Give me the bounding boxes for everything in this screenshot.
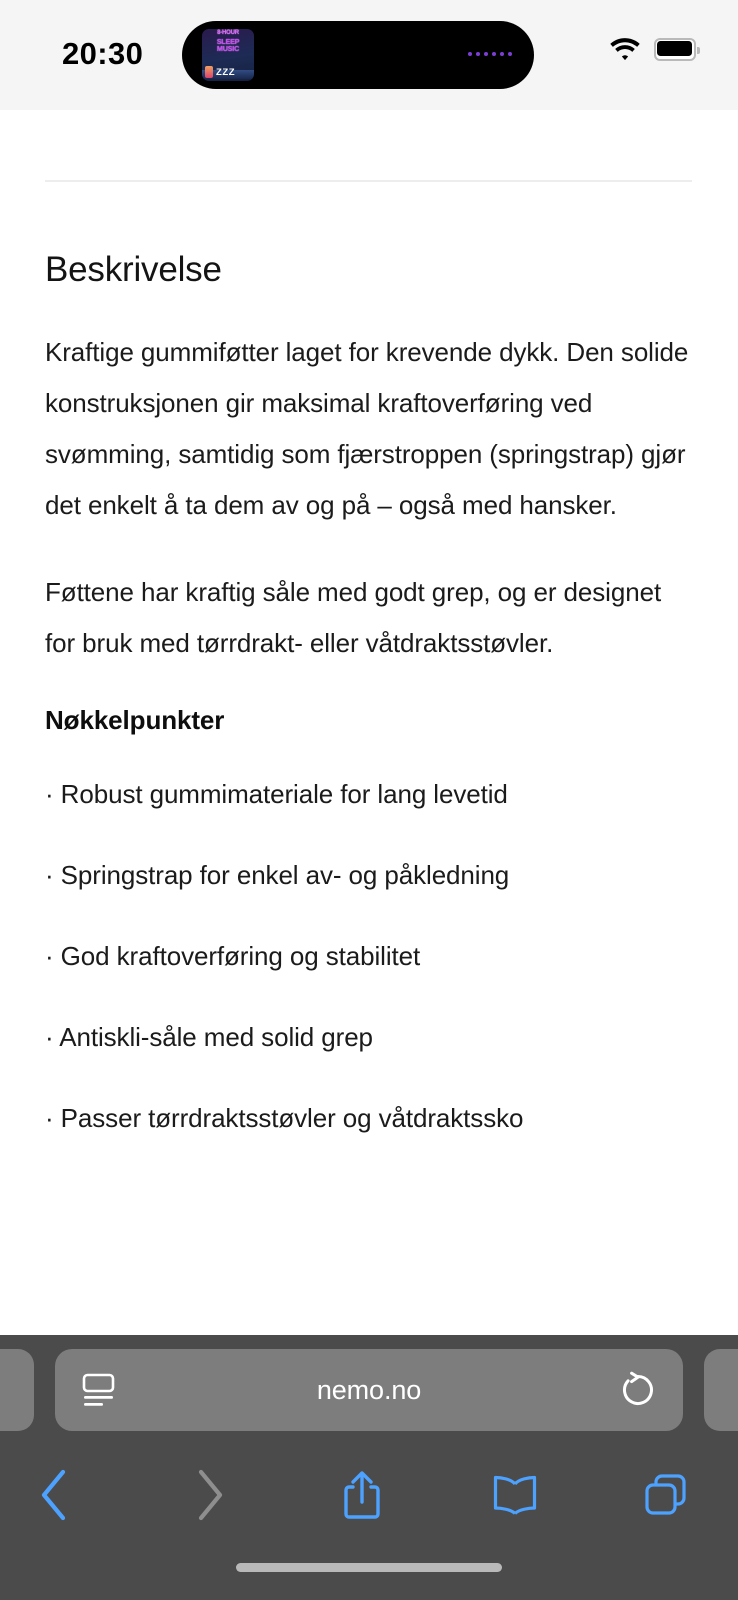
adjacent-tab-right[interactable] [704, 1349, 738, 1431]
battery-tip [697, 47, 700, 54]
address-bar[interactable] [55, 1349, 683, 1431]
now-playing-artwork [202, 29, 254, 81]
list-item: · God kraftoverføring og stabilitet [45, 941, 421, 971]
artwork-line-3: MUSIC [216, 44, 240, 54]
back-button[interactable] [9, 1450, 99, 1540]
tabs-button[interactable] [621, 1450, 711, 1540]
content-divider [45, 180, 692, 182]
chevron-right-icon [193, 1468, 227, 1522]
artwork-line-1: 8-HOUR [217, 30, 239, 36]
battery-fill [657, 41, 692, 56]
list-item: · Robust gummimateriale for lang levetid [45, 779, 508, 809]
artwork-line-2: SLEEP [216, 36, 240, 46]
wifi-icon [608, 36, 642, 62]
reload-icon[interactable] [619, 1371, 657, 1409]
safari-toolbar [0, 1335, 738, 1600]
book-icon [492, 1475, 538, 1515]
share-icon [342, 1469, 382, 1521]
tabs-icon [644, 1473, 688, 1517]
artwork-figure-shape [205, 66, 213, 78]
key-points-heading: Nøkkelpunkter [45, 705, 225, 735]
webpage-content[interactable] [0, 110, 738, 1335]
status-bar [0, 0, 738, 110]
chevron-left-icon [37, 1468, 71, 1522]
adjacent-tab-left[interactable] [0, 1349, 34, 1431]
list-item: · Springstrap for enkel av- og påkledning [45, 860, 510, 890]
list-item: · Passer tørrdraktsstøvler og våtdraktssko [45, 1103, 524, 1133]
page-title: Beskrivelse [45, 250, 222, 289]
home-indicator[interactable] [236, 1563, 502, 1572]
bookmarks-button[interactable] [470, 1450, 560, 1540]
description-paragraph-2: Føttene har kraftig såle med godt grep, og er designet for bruk med tørrdrakt- eller våtdraktsstøvler. [45, 577, 662, 658]
share-button[interactable] [317, 1450, 407, 1540]
browser-navigation-row [0, 1450, 738, 1540]
audio-waveform-dots-icon [468, 52, 512, 56]
forward-button [165, 1450, 255, 1540]
artwork-zzz-text: ZZZ [216, 67, 236, 78]
status-bar-clock: 20:30 [62, 36, 144, 71]
description-paragraph-1: Kraftige gummiføtter laget for krevende dykk. Den solide konstruksjonen gir maksimal kraftoverføring ved svømming, samtidig som fjærstroppen (springstrap) gjør det enkelt å ta dem av og på – også med hansker. [45, 337, 689, 520]
dynamic-island-now-playing[interactable] [182, 21, 534, 89]
battery-full-icon [654, 38, 700, 61]
artwork-title-text [202, 29, 254, 59]
artwork-lower-band [202, 61, 254, 79]
url-text[interactable]: nemo.no [316, 1374, 422, 1405]
list-item: · Antiskli-såle med solid grep [45, 1022, 373, 1052]
product-description-section [45, 250, 693, 1184]
